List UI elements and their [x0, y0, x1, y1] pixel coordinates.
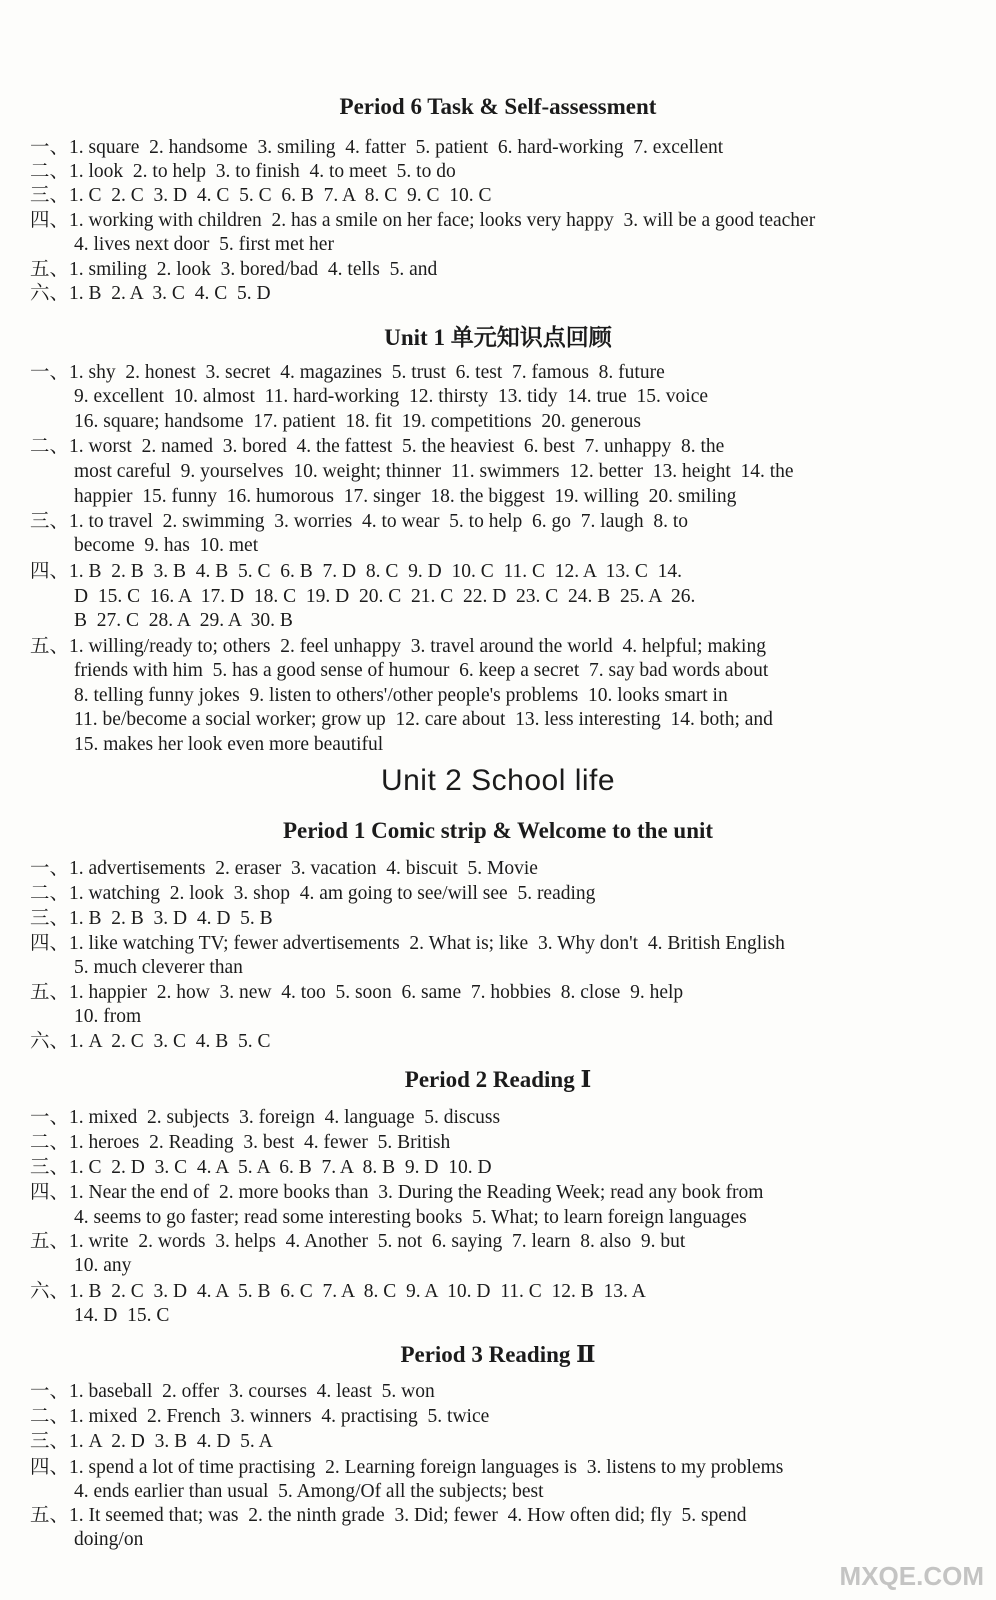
section-title: Unit 1 单元知识点回顾 — [384, 325, 612, 350]
answer-line: 10. from — [74, 1006, 142, 1027]
answer-line: become 9. has 10. met — [74, 535, 259, 556]
answer-line: D 15. C 16. A 17. D 18. C 19. D 20. C 21. C 22. D 23. C 24. B 25. A 26. — [74, 586, 696, 607]
answer-line: 六、1. B 2. A 3. C 4. C 5. D — [30, 283, 271, 304]
answer-line: B 27. C 28. A 29. A 30. B — [74, 610, 293, 631]
section-title: Period 2 Reading Ⅰ — [404, 1067, 592, 1092]
answer-line: 三、1. A 2. D 3. B 4. D 5. A — [30, 1431, 273, 1452]
answer-line: 六、1. A 2. C 3. C 4. B 5. C — [30, 1031, 271, 1052]
answer-line: 三、1. B 2. B 3. D 4. D 5. B — [30, 908, 273, 929]
answer-line: 一、1. square 2. handsome 3. smiling 4. fatter 5. patient 6. hard-working 7. excellent — [30, 137, 724, 158]
section-title: Period 3 Reading Ⅱ — [400, 1342, 596, 1367]
answer-line: 一、1. baseball 2. offer 3. courses 4. least 5. won — [30, 1381, 435, 1402]
answer-line: 16. square; handsome 17. patient 18. fit 19. competitions 20. generous — [74, 411, 642, 432]
answer-line: 4. seems to go faster; read some interesting books 5. What; to learn foreign languages — [74, 1207, 747, 1228]
answer-line: 4. lives next door 5. first met her — [74, 234, 334, 255]
answer-line: 五、1. write 2. words 3. helps 4. Another 5. not 6. saying 7. learn 8. also 9. but — [30, 1231, 686, 1252]
answer-line: 四、1. spend a lot of time practising 2. Learning foreign languages is 3. listens to my problems — [30, 1457, 784, 1478]
answer-line: friends with him 5. has a good sense of humour 6. keep a secret 7. say bad words about — [74, 660, 769, 681]
answer-line: 五、1. smiling 2. look 3. bored/bad 4. tells 5. and — [30, 259, 438, 280]
answer-line: 三、1. C 2. C 3. D 4. C 5. C 6. B 7. A 8. C 9. C 10. C — [30, 185, 492, 206]
answer-line: 8. telling funny jokes 9. listen to others'/other people's problems 10. looks smart in — [74, 685, 728, 706]
answer-line: 一、1. shy 2. honest 3. secret 4. magazines 5. trust 6. test 7. famous 8. future — [30, 362, 665, 383]
answer-line: 10. any — [74, 1255, 132, 1276]
answer-line: 5. much cleverer than — [74, 957, 243, 978]
unit-title: Unit 2 School life — [380, 764, 616, 797]
answer-line: 二、1. worst 2. named 3. bored 4. the fattest 5. the heaviest 6. best 7. unhappy 8. the — [30, 436, 725, 457]
answer-line: 四、1. working with children 2. has a smile on her face; looks very happy 3. will be a good teacher — [30, 210, 816, 231]
answer-line: 二、1. watching 2. look 3. shop 4. am going to see/will see 5. reading — [30, 883, 596, 904]
answer-line: 二、1. look 2. to help 3. to finish 4. to meet 5. to do — [30, 161, 456, 182]
answer-line: 六、1. B 2. C 3. D 4. A 5. B 6. C 7. A 8. C 9. A 10. D 11. C 12. B 13. A — [30, 1281, 646, 1302]
answer-line: 三、1. C 2. D 3. C 4. A 5. A 6. B 7. A 8. B 9. D 10. D — [30, 1157, 492, 1178]
answer-line: 二、1. heroes 2. Reading 3. best 4. fewer 5. British — [30, 1132, 451, 1153]
answer-line: 四、1. B 2. B 3. B 4. B 5. C 6. B 7. D 8. C 9. D 10. C 11. C 12. A 13. C 14. — [30, 561, 683, 582]
answer-line: doing/on — [74, 1529, 144, 1550]
answer-line: 四、1. Near the end of 2. more books than 3. During the Reading Week; read any book from — [30, 1182, 764, 1203]
answer-line: 三、1. to travel 2. swimming 3. worries 4. to wear 5. to help 6. go 7. laugh 8. to — [30, 511, 689, 532]
answer-line: 一、1. mixed 2. subjects 3. foreign 4. language 5. discuss — [30, 1107, 501, 1128]
answer-line: happier 15. funny 16. humorous 17. singer 18. the biggest 19. willing 20. smiling — [74, 486, 737, 507]
answer-line: 11. be/become a social worker; grow up 12. care about 13. less interesting 14. both; and — [74, 709, 773, 730]
section-title: Period 6 Task & Self-assessment — [339, 94, 657, 119]
answer-line: 4. ends earlier than usual 5. Among/Of all the subjects; best — [74, 1481, 544, 1502]
answer-line: 二、1. mixed 2. French 3. winners 4. practising 5. twice — [30, 1406, 490, 1427]
answer-line: most careful 9. yourselves 10. weight; thinner 11. swimmers 12. better 13. height 14. the — [74, 461, 794, 482]
answer-line: 14. D 15. C — [74, 1305, 170, 1326]
answer-line: 9. excellent 10. almost 11. hard-working 12. thirsty 13. tidy 14. true 15. voice — [74, 386, 708, 407]
section-title: Period 1 Comic strip & Welcome to the unit — [282, 818, 714, 843]
answer-line: 五、1. happier 2. how 3. new 4. too 5. soon 6. same 7. hobbies 8. close 9. help — [30, 982, 684, 1003]
answer-line: 五、1. It seemed that; was 2. the ninth grade 3. Did; fewer 4. How often did; fly 5. spend — [30, 1505, 747, 1526]
answer-line: 一、1. advertisements 2. eraser 3. vacation 4. biscuit 5. Movie — [30, 858, 538, 879]
watermark: MXQE.COM — [839, 1561, 984, 1591]
answer-line: 15. makes her look even more beautiful — [74, 734, 384, 755]
answer-line: 五、1. willing/ready to; others 2. feel unhappy 3. travel around the world 4. helpful; making — [30, 636, 766, 657]
answer-line: 四、1. like watching TV; fewer advertisements 2. What is; like 3. Why don't 4. British English — [30, 933, 785, 954]
